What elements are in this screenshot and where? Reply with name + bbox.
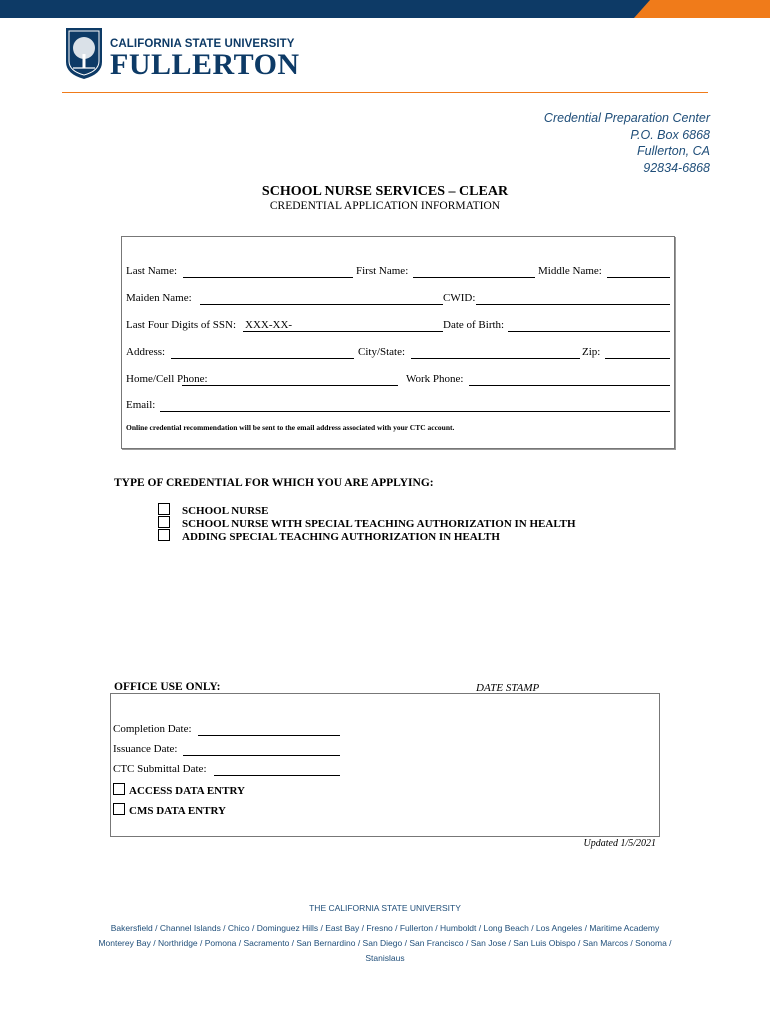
access-entry-row[interactable] bbox=[113, 783, 245, 797]
email-note: Online credential recommendation will be sent to the email address associated with your CTC account. bbox=[126, 423, 455, 432]
maiden-name-field[interactable] bbox=[200, 304, 443, 305]
ctc-date-field[interactable] bbox=[214, 775, 340, 776]
footer-line: Monterey Bay / Northridge / Pomona / Sacramento / San Bernardino / San Diego / San Francisco / San Jose / San Luis Obispo / San Marcos / Sonoma / bbox=[98, 938, 672, 948]
option-school-nurse-health[interactable] bbox=[158, 516, 576, 530]
issuance-date-label: Issuance Date: bbox=[113, 743, 178, 755]
dob-field[interactable] bbox=[508, 331, 670, 332]
address-label: Address: bbox=[126, 346, 166, 358]
option-label: SCHOOL NURSE WITH SPECIAL TEACHING AUTHORIZATION IN HEALTH bbox=[182, 518, 576, 530]
email-row bbox=[126, 399, 670, 413]
middle-name-field[interactable] bbox=[607, 277, 670, 278]
applicant-info-box bbox=[121, 236, 675, 449]
updated-date: Updated 1/5/2021 bbox=[583, 838, 656, 849]
footer-heading: THE CALIFORNIA STATE UNIVERSITY bbox=[309, 903, 461, 913]
work-phone-label: Work Phone: bbox=[406, 373, 464, 385]
access-entry-label: ACCESS DATA ENTRY bbox=[129, 785, 245, 797]
city-state-field[interactable] bbox=[411, 358, 580, 359]
checkbox-adding-health[interactable] bbox=[158, 529, 170, 541]
footer-line: Stanislaus bbox=[365, 953, 405, 963]
cms-entry-row[interactable] bbox=[113, 803, 226, 817]
form-subtitle: CREDENTIAL APPLICATION INFORMATION bbox=[269, 200, 501, 212]
address-line: P.O. Box 6868 bbox=[630, 127, 710, 142]
option-adding-health[interactable] bbox=[158, 529, 500, 543]
office-use-box bbox=[110, 693, 660, 837]
address-field[interactable] bbox=[171, 358, 354, 359]
ctc-date-row bbox=[113, 763, 207, 777]
last-name-label: Last Name: bbox=[126, 265, 178, 277]
address-line: 92834-6868 bbox=[643, 160, 710, 175]
tree-seal-icon bbox=[64, 26, 104, 80]
middle-name-label: Middle Name: bbox=[538, 265, 602, 277]
issuance-date-row bbox=[113, 743, 177, 757]
address-line: Credential Preparation Center bbox=[543, 111, 710, 125]
home-phone-label: Home/Cell Phone: bbox=[126, 373, 208, 385]
mailing-address bbox=[544, 110, 710, 176]
maiden-cwid-row bbox=[126, 292, 670, 306]
footer-campuses bbox=[90, 921, 680, 966]
checkbox-school-nurse-health[interactable] bbox=[158, 516, 170, 528]
date-stamp-label: DATE STAMP bbox=[476, 682, 540, 694]
checkbox-cms-entry[interactable] bbox=[113, 803, 125, 815]
home-phone-field[interactable] bbox=[182, 385, 398, 386]
top-banner-accent bbox=[634, 0, 770, 18]
checkbox-school-nurse[interactable] bbox=[158, 503, 170, 515]
university-logo bbox=[64, 26, 304, 82]
credential-type-heading: TYPE OF CREDENTIAL FOR WHICH YOU ARE APPLYING: bbox=[114, 477, 434, 489]
option-school-nurse[interactable] bbox=[158, 503, 269, 517]
email-field[interactable] bbox=[160, 411, 670, 412]
cwid-field[interactable] bbox=[476, 304, 670, 305]
completion-date-row bbox=[113, 723, 192, 737]
phone-row bbox=[126, 373, 670, 387]
email-label: Email: bbox=[126, 399, 156, 411]
zip-field[interactable] bbox=[605, 358, 670, 359]
first-name-label: First Name: bbox=[356, 265, 409, 277]
name-row bbox=[126, 265, 670, 279]
work-phone-field[interactable] bbox=[469, 385, 670, 386]
ssn-dob-row bbox=[126, 319, 670, 333]
logo-campus-name: FULLERTON bbox=[110, 48, 300, 81]
logo-university-name: CALIFORNIA STATE UNIVERSITY bbox=[110, 38, 295, 50]
ssn-field[interactable] bbox=[243, 331, 443, 332]
zip-label: Zip: bbox=[582, 346, 601, 358]
completion-date-field[interactable] bbox=[198, 735, 340, 736]
header-divider bbox=[62, 92, 708, 93]
completion-date-label: Completion Date: bbox=[113, 723, 192, 735]
city-state-label: City/State: bbox=[358, 346, 406, 358]
ssn-label: Last Four Digits of SSN: bbox=[126, 319, 237, 331]
footer-line: Bakersfield / Channel Islands / Chico / Dominguez Hills / East Bay / Fresno / Fullerton / Humboldt / Long Beach / Los Angeles / Maritime Academy bbox=[110, 923, 660, 933]
checkbox-access-entry[interactable] bbox=[113, 783, 125, 795]
address-row bbox=[126, 346, 670, 360]
issuance-date-field[interactable] bbox=[183, 755, 340, 756]
last-name-field[interactable] bbox=[183, 277, 353, 278]
office-use-heading: OFFICE USE ONLY: bbox=[114, 681, 221, 693]
option-label: SCHOOL NURSE bbox=[182, 505, 269, 517]
address-line: Fullerton, CA bbox=[637, 144, 710, 159]
cwid-label: CWID: bbox=[443, 292, 476, 304]
cms-entry-label: CMS DATA ENTRY bbox=[129, 805, 226, 817]
ctc-date-label: CTC Submittal Date: bbox=[113, 763, 207, 775]
dob-label: Date of Birth: bbox=[443, 319, 505, 331]
form-title: SCHOOL NURSE SERVICES – CLEAR bbox=[261, 184, 509, 199]
maiden-name-label: Maiden Name: bbox=[126, 292, 192, 304]
ssn-prefix: XXX-XX- bbox=[245, 319, 293, 331]
option-label: ADDING SPECIAL TEACHING AUTHORIZATION IN HEALTH bbox=[182, 531, 500, 543]
first-name-field[interactable] bbox=[413, 277, 535, 278]
